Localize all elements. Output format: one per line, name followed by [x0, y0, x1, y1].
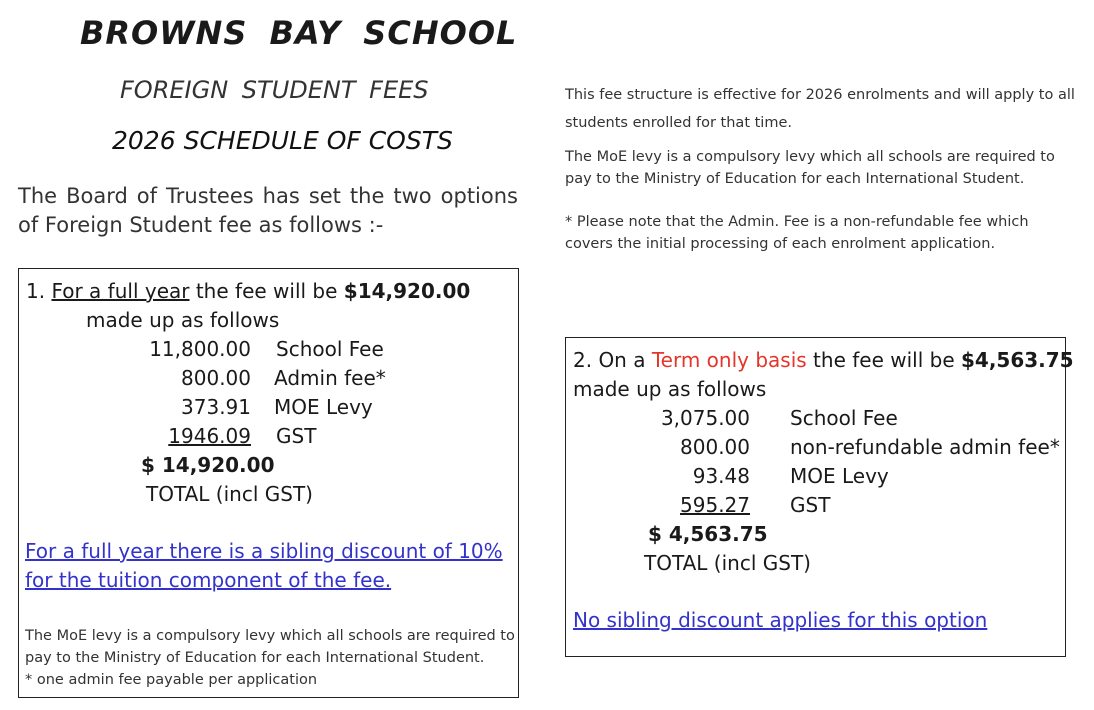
option2-made-up: made up as follows — [573, 377, 767, 401]
option2-label-school-fee: School Fee — [790, 406, 898, 430]
option1-label-school-fee: School Fee — [276, 337, 384, 361]
option2-label-gst: GST — [790, 493, 831, 517]
option1-footnote-line2: pay to the Ministry of Education for each International Student. — [25, 650, 485, 666]
option2-number: 2. On a — [573, 348, 646, 372]
option1-amount-admin-fee: 800.00 — [181, 366, 251, 390]
option1-label-gst: GST — [276, 424, 317, 448]
effective-note-line1: This fee structure is effective for 2026 enrolments and will apply to all — [565, 87, 1075, 103]
schedule-title: 2026 SCHEDULE OF COSTS — [112, 126, 453, 155]
option1-footnote-line3: * one admin fee payable per application — [25, 672, 318, 688]
option1-box — [18, 268, 519, 698]
moe-note-line2: pay to the Ministry of Education for each International Student. — [565, 171, 1025, 187]
option1-total-label: TOTAL (incl GST) — [146, 482, 313, 506]
option2-amount-school-fee: 3,075.00 — [660, 406, 750, 430]
admin-note-line1: * Please note that the Admin. Fee is a non-refundable fee which — [565, 214, 1029, 230]
option2-period: Term only basis — [651, 348, 807, 372]
option1-label-moe-levy: MOE Levy — [274, 395, 373, 419]
option2-heading-text: the fee will be — [813, 348, 955, 372]
option2-sibling-note-link[interactable]: No sibling discount applies for this option — [573, 608, 988, 632]
option1-heading — [26, 279, 470, 303]
option1-footnote-line1: The MoE levy is a compulsory levy which all schools are required to — [25, 628, 515, 644]
option1-label-admin-fee: Admin fee* — [274, 366, 386, 390]
moe-note-line1: The MoE levy is a compulsory levy which all schools are required to — [565, 149, 1055, 165]
option2-amount-gst: 595.27 — [680, 493, 750, 517]
option2-amount-admin-fee: 800.00 — [680, 435, 750, 459]
option1-heading-text: the fee will be — [195, 279, 338, 303]
option1-amount-school-fee: 11,800.00 — [149, 337, 251, 361]
admin-note-line2: covers the initial processing of each enrolment application. — [565, 236, 996, 252]
option1-amount-gst: 1946.09 — [168, 424, 251, 448]
option1-amount-moe-levy: 373.91 — [181, 395, 251, 419]
option1-sibling-discount-link-line2[interactable]: for the tuition component of the fee. — [25, 568, 392, 592]
option2-total-label: TOTAL (incl GST) — [644, 551, 811, 575]
option1-made-up: made up as follows — [86, 308, 280, 332]
option2-label-moe-levy: MOE Levy — [790, 464, 889, 488]
option1-heading-total: $14,920.00 — [343, 279, 471, 303]
page-subtitle: FOREIGN STUDENT FEES — [120, 76, 429, 104]
school-name: BROWNS BAY SCHOOL — [80, 14, 518, 52]
option2-total: $ 4,563.75 — [648, 522, 768, 546]
option1-number: 1. — [26, 279, 46, 303]
option1-sibling-discount-link-line1[interactable]: For a full year there is a sibling discount of 10% — [25, 539, 503, 563]
intro-text: The Board of Trustees has set the two options of Foreign Student fee as follows :- — [18, 184, 518, 237]
option2-amount-moe-levy: 93.48 — [692, 464, 750, 488]
option2-label-admin-fee: non-refundable admin fee* — [790, 435, 1060, 459]
option2-box — [565, 337, 1074, 657]
option1-period: For a full year — [51, 279, 190, 303]
option1-total: $ 14,920.00 — [141, 453, 275, 477]
option2-heading — [573, 348, 1074, 372]
option2-heading-total: $4,563.75 — [960, 348, 1074, 372]
effective-note-line2: students enrolled for that time. — [565, 115, 792, 131]
